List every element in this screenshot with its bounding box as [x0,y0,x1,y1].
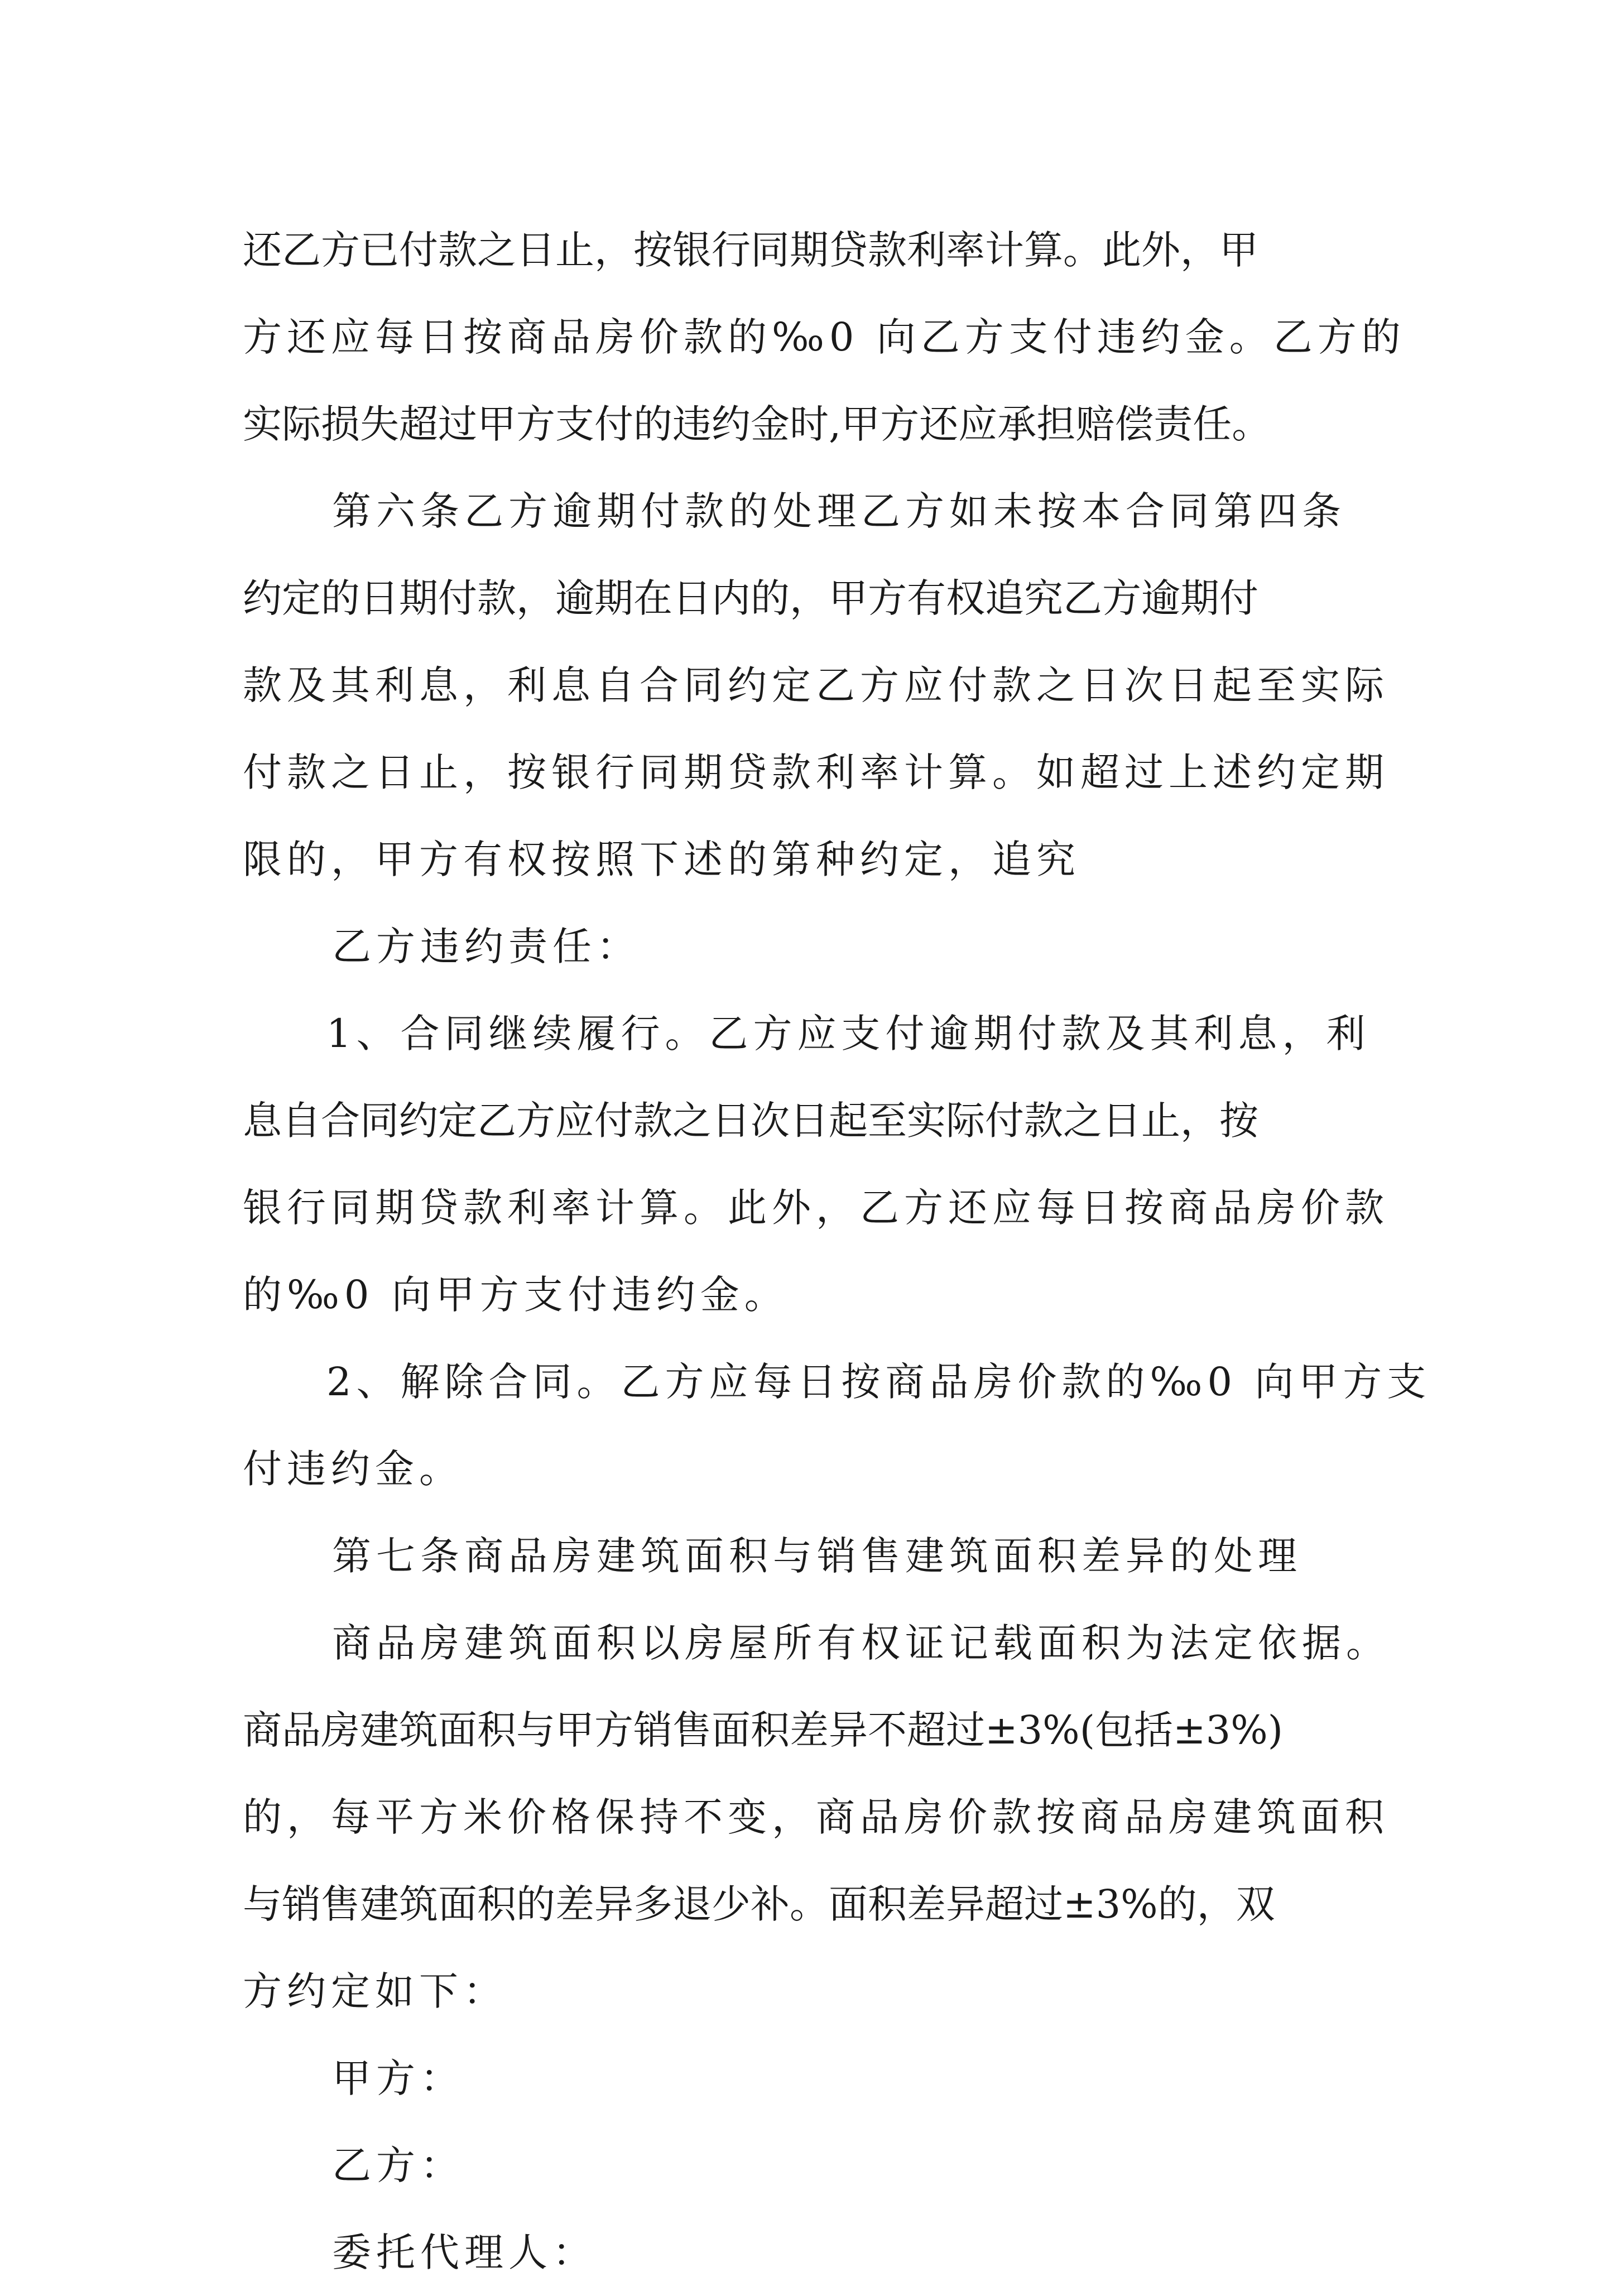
party-b-label: 乙方： [332,2143,464,2188]
text-line: 还乙方已付款之日止，按银行同期贷款利率计算。此外，甲 [243,227,1258,273]
text-line: 付款之日止，按银行同期贷款利率计算。如超过上述约定期 [243,750,1389,795]
text-line: 方约定如下： [243,1968,507,2014]
text-line: 银行同期贷款利率计算。此外，乙方还应每日按商品房价款 [243,1185,1389,1231]
text-line: 第六条乙方逾期付款的处理乙方如未按本合同第四条 [332,488,1346,534]
text-line: 的‰0 向甲方支付违约金。 [243,1272,789,1318]
text-line: 款及其利息，利息自合同约定乙方应付款之日次日起至实际 [243,662,1389,708]
text-line: 1、合同继续履行。乙方应支付逾期付款及其利息，利 [326,1011,1371,1056]
text-line: 方还应每日按商品房价款的‰0 向乙方支付违约金。乙方的 [243,314,1406,360]
text-line: 与销售建筑面积的差异多退少补。面积差异超过±3%的，双 [243,1881,1275,1927]
section-heading: 第七条商品房建筑面积与销售建筑面积差异的处理 [332,1533,1302,1579]
text-line: 实际损失超过甲方支付的违约金时,甲方还应承担赔偿责任。 [243,401,1271,447]
text-line: 约定的日期付款，逾期在日内的，甲方有权追究乙方逾期付 [243,575,1258,621]
text-line: 付违约金。 [243,1446,463,1492]
party-a-label: 甲方： [332,2055,464,2101]
text-line: 限的，甲方有权按照下述的第种约定，追究 [243,837,1080,882]
text-line: 的，每平方米价格保持不变，商品房价款按商品房建筑面积 [243,1794,1389,1840]
agent-label: 委托代理人： [332,2230,597,2275]
text-line: 息自合同约定乙方应付款之日次日起至实际付款之日止，按 [243,1098,1258,1144]
text-line: 商品房建筑面积与甲方销售面积差异不超过±3%(包括±3%) [243,1707,1284,1753]
document-body [243,206,1431,2296]
text-line: 商品房建筑面积以房屋所有权证记载面积为法定依据。 [332,1620,1390,1666]
text-line: 乙方违约责任： [332,924,641,969]
text-line: 2、解除合同。乙方应每日按商品房价款的‰0 向甲方支 [326,1359,1431,1405]
